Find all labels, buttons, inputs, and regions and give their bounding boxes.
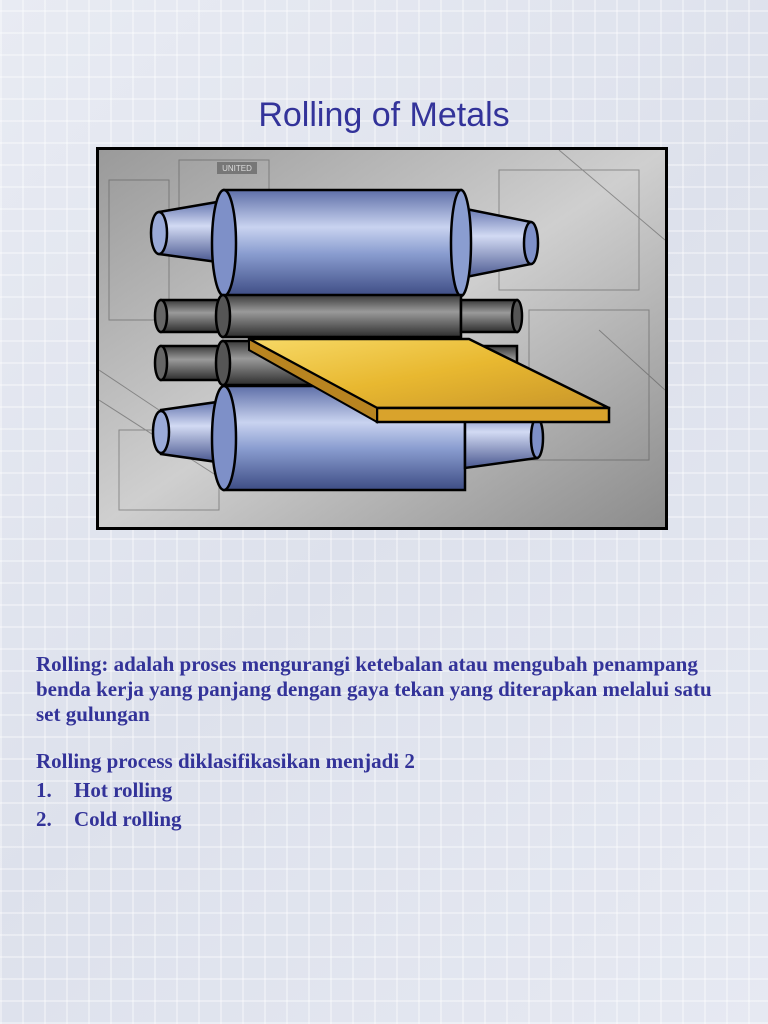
list-number: 1. xyxy=(36,778,52,802)
process-list xyxy=(36,778,736,832)
background-sign-text: UNITED xyxy=(222,164,252,173)
upper-work-roll xyxy=(155,295,522,337)
list-number: 2. xyxy=(36,807,52,831)
slide-body xyxy=(36,652,736,836)
rolling-definition: Rolling: adalah proses mengurangi ketebalan atau mengubah penampang benda kerja yang panjang dengan gaya tekan yang diterapkan melalui satu set gulungan xyxy=(36,652,712,726)
list-item xyxy=(36,807,736,832)
list-label: Cold rolling xyxy=(74,807,182,831)
classification-intro: Rolling process diklasifikasikan menjadi 2 xyxy=(36,749,415,773)
list-label: Hot rolling xyxy=(74,778,173,802)
rolling-mill-svg xyxy=(99,150,665,527)
list-item xyxy=(36,778,736,803)
slide-title: Rolling of Metals xyxy=(258,96,510,134)
rolling-mill-illustration xyxy=(96,147,668,530)
